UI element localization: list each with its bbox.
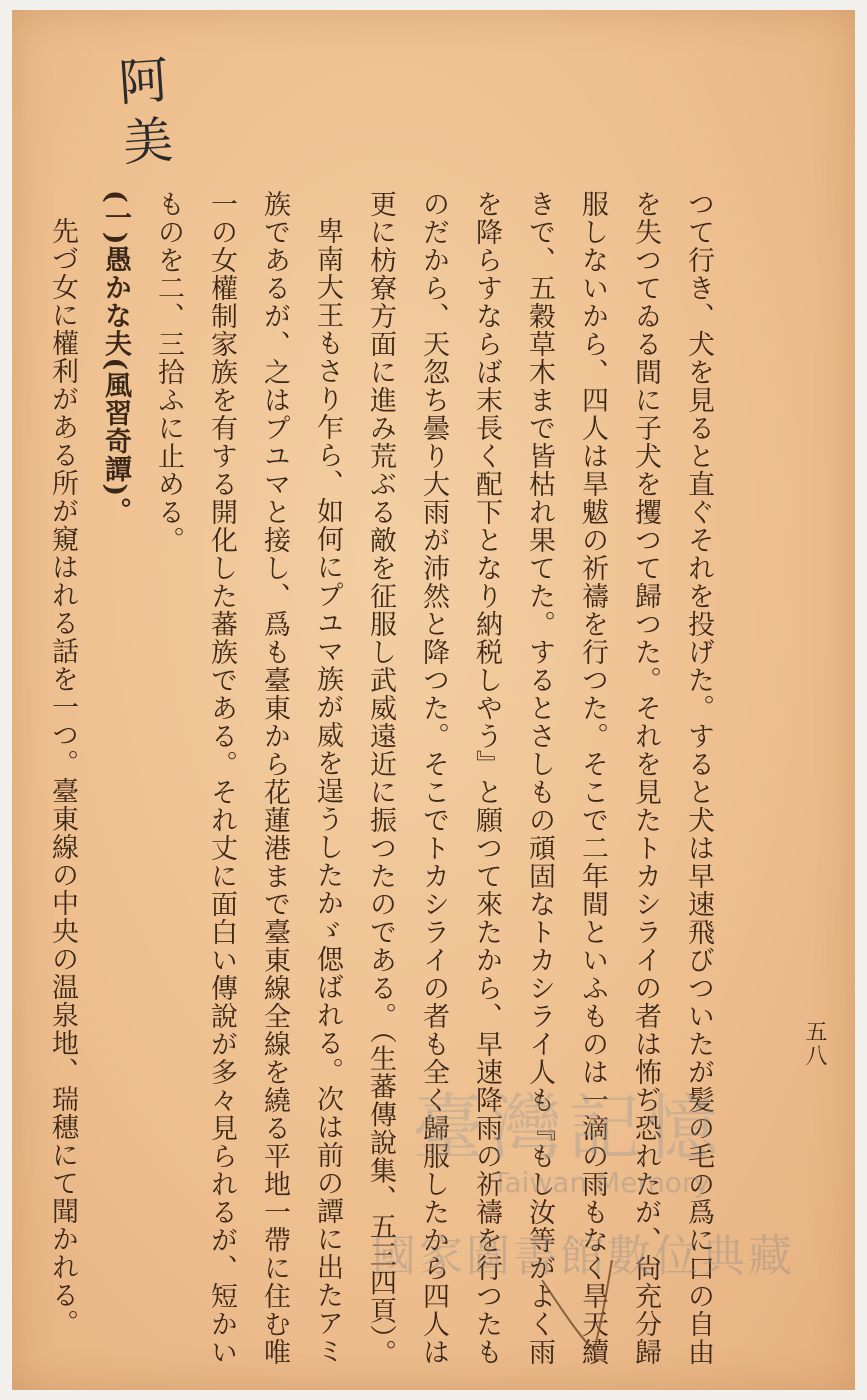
handwritten-annotation: 阿美 [108,53,176,177]
watermark-chinese-small: 國家圖書館數位典藏 [372,1231,795,1282]
pencil-check-mark [532,1250,622,1360]
book-page [12,10,855,1390]
text-line: のだから、天忽ち曇り大雨が沛然と降つた。そこでトカシライの者も全く歸服したから四人は [418,190,449,1366]
text-line: 卑南大王もさり乍ら、如何にプユマ族が威を逞うしたかゞ偲ばれる。次は前の譚に出たアミ [312,217,343,1365]
text-line: つて行き、犬を見ると直ぐそれを投げた。すると犬は早速飛びついたが髪の毛の爲に口の自由 [683,190,714,1366]
text-line: を失つてゐる間に子犬を攫つて歸つた。それを見たトカシライの者は怖ぢ恐れたが、尙充分歸 [630,190,661,1366]
text-line: きで、五穀草木まで皆枯れ果てた。するとさしもの頑固なトカシライ人も『もし汝等がよく雨 [524,190,555,1366]
watermark-english: Taiwan Memory [492,1166,710,1199]
text-line: ものを二、三拾ふに止める。 [153,190,184,554]
watermark-chinese-large: 臺灣記憶 [412,1086,725,1170]
page-number: 五八 [802,1020,827,1068]
text-line: 更に枋寮方面に進み荒ぶる敵を征服し武威遠近に振つたのである。（生蕃傳說集、五三四頁）。 [365,190,396,1367]
text-line: を降らすならば末長く配下となり納税しやう』と願つて來たから、早速降雨の祈禱を行つたも [471,190,502,1366]
text-line: 族であるが、之はプユマと接し、爲も臺東から花蓮港まで臺東線全線を繞る平地一帶に住む唯 [259,190,290,1366]
text-line: 一の女權制家族を有する開化した蕃族である。それ丈に面白い傳說が多々見られるが、短かい [206,190,237,1366]
text-line: 服しないから、四人は旱魃の祈禱を行つた。そこで二年間といふものは一滴の雨もなく旱天續 [577,190,608,1366]
text-line: 先づ女に權利がある所が窺はれる話を一つ。臺東線の中央の温泉地、瑞穗にて聞かれる。 [47,217,78,1337]
section-heading: (一)愚かな夫(風習奇譚)。 [100,190,131,526]
